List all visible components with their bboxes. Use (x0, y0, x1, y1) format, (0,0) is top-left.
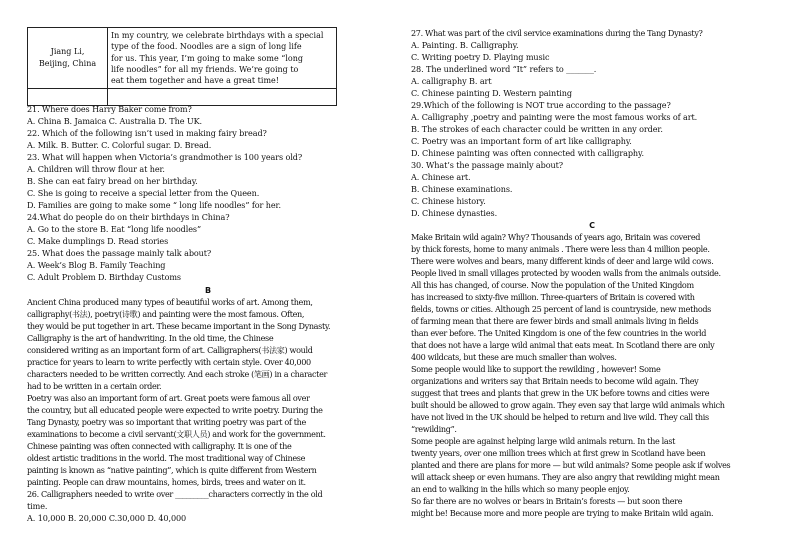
option-29c: C. Poetry was an important form of art like calligraphy. (411, 136, 632, 146)
passage-b-line: Chinese painting was often connected with calligraphy. It is one of the (27, 441, 292, 451)
question-29: 29.Which of the following is NOT true according to the passage? (411, 100, 671, 110)
options-28cd: C. Chinese painting D. Western painting (411, 88, 572, 98)
options-22: A. Milk. B. Butter. C. Colorful sugar. D. Bread. (27, 140, 212, 150)
question-23: 23. What will happen when Victoria’s grandmother is 100 years old? (27, 152, 303, 162)
question-24: 24.What do people do on their birthdays in China? (27, 212, 230, 222)
options-25ab: A. Week’s Blog B. Family Teaching (27, 260, 166, 270)
message-cell (108, 28, 337, 89)
message-line: In my country, we celebrate birthdays with a special (111, 31, 324, 40)
passage-b-line: considered writing as an important form of art. Calligraphers(书法家) would (27, 345, 313, 355)
option-23a: A. Children will throw flour at her. (27, 164, 165, 174)
passage-c-line: that does not have a large wild animal that eats meat. In Scotland there are only (411, 340, 715, 350)
question-22: 22. Which of the following isn’t used in making fairy bread? (27, 128, 267, 138)
option-23d: D. Families are going to make some “ long life noodles” for her. (27, 200, 281, 210)
passage-c-line: twenty years, over one million trees which at first grew in Scotland have been (411, 448, 706, 458)
question-28: 28. The underlined word “It” refers to _______. (411, 64, 597, 74)
passage-c-line: suggest that trees and plants that grew in the UK before towns and cities were (411, 388, 710, 398)
option-23c: C. She is going to receive a special letter from the Queen. (27, 188, 260, 198)
options-25cd: C. Adult Problem D. Birthday Customs (27, 272, 181, 282)
message-line: for us. This year, I’m going to make some “long (111, 53, 303, 63)
passage-c-line: All this has changed, of course. Now the population of the United Kingdom (411, 280, 694, 290)
passage-c-line: an end to walking in the hills which so many people enjoy. (411, 484, 630, 494)
options-26: A. 10,000 B. 20,000 C.30,000 D. 40,000 (27, 513, 187, 523)
options-24cd: C. Make dumplings D. Read stories (27, 236, 169, 246)
message-line: type of the food. Noodles are a sign of long life (111, 42, 302, 52)
passage-b-line: characters needed to be written correctly. And each stroke (笔画) in a character (27, 369, 328, 379)
passage-b-line: Calligraphy is the art of handwriting. In the old time, the Chinese (27, 333, 274, 343)
passage-c-line: built should be allowed to grow again. They even say that large wild animals which (411, 400, 725, 410)
question-27: 27. What was part of the civil service examinations during the Tang Dynasty? (411, 28, 703, 38)
passage-b-line: the country, but all educated people were expected to write poetry. During the (27, 405, 323, 415)
passage-c-line: than ever before. The United Kingdom is one of the few countries in the world (411, 328, 707, 338)
options-21: A. China B. Jamaica C. Australia D. The UK. (27, 116, 203, 126)
passage-c-line: Some people are against helping large wild animals return. In the last (411, 436, 676, 446)
passage-c-line: of farming mean that there are fewer birds and small animals living in fields (411, 316, 699, 326)
message-line: life noodles” for all my friends. We’re going to (111, 64, 299, 74)
passage-c-line: fields, towns or cities. Although 25 percent of land is countryside, new methods (411, 304, 711, 314)
passage-c-line: Make Britain wild again? Why? Thousands of years ago, Britain was covered (411, 232, 701, 242)
option-23b: B. She can eat fairy bread on her birthday. (27, 176, 198, 186)
message-line: eat them together and have a great time! (111, 76, 279, 86)
question-21: 21. Where does Harry Baker come from? (27, 104, 192, 114)
options-27ab: A. Painting. B. Calligraphy. (411, 40, 519, 50)
passage-c-line: by thick forests, home to many animals . There were less than 4 million people. (411, 244, 710, 254)
author-name: Jiang Li, (50, 47, 85, 57)
passage-c-line: 400 wildcats, but these are much smaller than wolves. (411, 352, 617, 362)
option-30a: A. Chinese art. (411, 172, 471, 182)
passage-b-line: Ancient China produced many types of beautiful works of art. Among them, (27, 297, 313, 307)
options-24ab: A. Go to the store B. Eat “long life noodles” (27, 224, 202, 234)
passage-c-line: might be! Because more and more people are trying to make Britain wild again. (411, 508, 714, 518)
question-25: 25. What does the passage mainly talk about? (27, 248, 212, 258)
passage-b-line: Poetry was also an important form of art. Great poets were famous all over (27, 393, 310, 403)
passage-b-line: examinations to become a civil servant(文职人员) and work for the government. (27, 429, 326, 439)
passage-b-line: painting. People can draw mountains, homes, birds, trees and water on it. (27, 477, 306, 487)
passage-c-line: have not lived in the UK should be helped to return and live wild. They call this (411, 412, 709, 422)
passage-c-line: So far there are no wolves or bears in Britain’s forests — but soon there (411, 496, 683, 506)
option-29b: B. The strokes of each character could be written in any order. (411, 124, 663, 134)
option-30d: D. Chinese dynasties. (411, 208, 498, 218)
passage-c-line: organizations and writers say that Britain needs to become wild again. They (411, 376, 699, 386)
author-place: Beijing, China (38, 59, 97, 69)
section-b-heading: B (205, 286, 211, 295)
passage-c-line: “rewilding”. (411, 424, 457, 434)
passage-b-line: had to be written in a certain order. (27, 381, 162, 391)
author-cell (28, 28, 108, 89)
passage-c-line: People lived in small villages protected by wooden walls from the animals outside. (411, 268, 721, 278)
section-c-heading: C (589, 221, 595, 230)
passage-c-line: has increased to sixty-five million. Three-quarters of Britain is covered with (411, 292, 695, 302)
passage-b-line: Tang Dynasty, poetry was so important that writing poetry was part of the (27, 417, 306, 427)
passage-b-line: they would be put together in art. These became important in the Song Dynasty. (27, 321, 331, 331)
question-26-cont: time. (27, 501, 48, 511)
question-30: 30. What’s the passage mainly about? (411, 160, 563, 170)
passage-b-line: practice for years to learn to write perfectly with certain style. Over 40,000 (27, 357, 311, 367)
passage-b-line: painting is known as “native painting”, which is quite different from Western (27, 465, 317, 475)
passage-c-line: Some people would like to support the rewilding , however! Some (411, 364, 661, 374)
option-30b: B. Chinese examinations. (411, 184, 513, 194)
passage-c-line: There were wolves and bears, many different kinds of deer and large wild cows. (411, 256, 714, 266)
option-29a: A. Calligraphy ,poetry and painting were the most famous works of art. (411, 112, 698, 122)
options-28ab: A. calligraphy B. art (411, 76, 492, 86)
options-27cd: C. Writing poetry D. Playing music (411, 52, 550, 62)
question-26: 26. Calligraphers needed to write over _________characters correctly in the old (27, 489, 323, 499)
birthday-intro-table (27, 27, 337, 106)
passage-b-line: calligraphy(书法), poetry(诗歌) and painting were the most famous. Often, (27, 309, 305, 319)
passage-b-line: oldest artistic traditions in the world. The most traditional way of Chinese (27, 453, 306, 463)
option-29d: D. Chinese painting was often connected with calligraphy. (411, 148, 644, 158)
option-30c: C. Chinese history. (411, 196, 486, 206)
passage-c-line: will attack sheep or even humans. They are also angry that rewilding might mean (411, 472, 720, 482)
passage-c-line: planted and there are plans for more — but wild animals? Some people ask if wolves (411, 460, 731, 470)
